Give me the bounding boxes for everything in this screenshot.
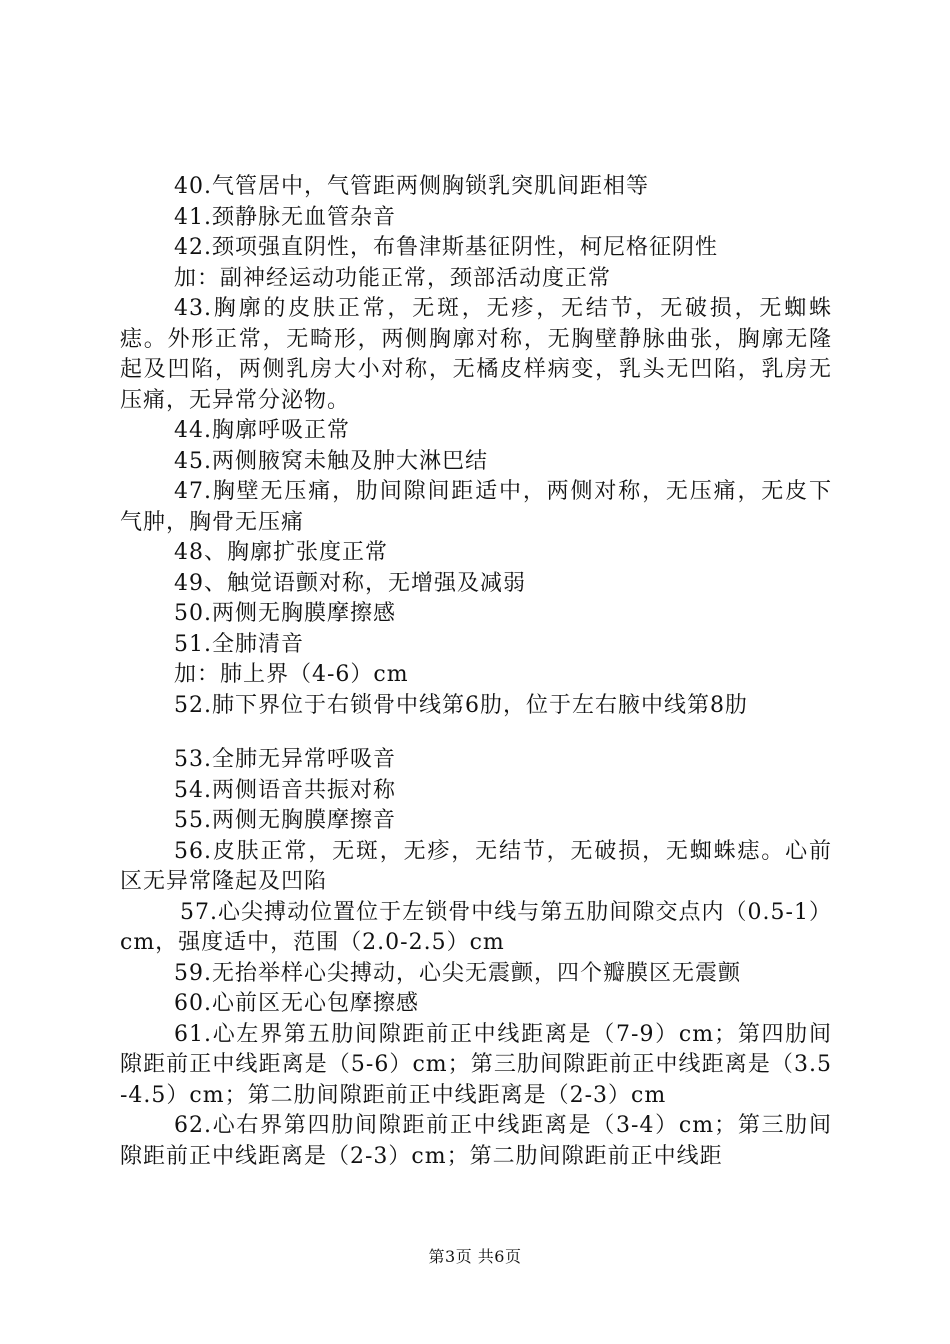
paragraph-addendum-lung: 加：肺上界（4-6）cm xyxy=(174,662,409,687)
paragraph-addendum-neck: 加：副神经运动功能正常，颈部活动度正常 xyxy=(174,265,612,291)
paragraph-54: 54.两侧语音共振对称 xyxy=(174,777,396,803)
paragraph-60: 60.心前区无心包摩擦感 xyxy=(174,991,419,1016)
page-number-footer: 第3页 共6页 xyxy=(428,1247,522,1266)
paragraph-56: 56.皮肤正常，无斑，无疹，无结节，无破损，无蜘蛛痣。心前区无异常隆起及凹陷 xyxy=(120,838,832,894)
paragraph-57: 57.心尖搏动位置位于左锁骨中线与第五肋间隙交点内（0.5-1）cm，强度适中，范围（2.0-2.5）cm xyxy=(120,899,832,955)
paragraph-45: 45.两侧腋窝未触及肿大淋巴结 xyxy=(174,448,488,474)
paragraph-47: 47.胸壁无压痛，肋间隙间距适中，两侧对称，无压痛，无皮下气肿，胸骨无压痛 xyxy=(120,479,832,535)
paragraph-51: 51.全肺清音 xyxy=(174,631,304,657)
paragraph-48: 48、胸廓扩张度正常 xyxy=(174,540,388,565)
paragraph-41: 41.颈静脉无血管杂音 xyxy=(174,204,396,230)
paragraph-40: 40.气管居中，气管距两侧胸锁乳突肌间距相等 xyxy=(174,174,649,199)
paragraph-42: 42.颈项强直阴性，布鲁津斯基征阴性，柯尼格征阴性 xyxy=(174,235,718,260)
paragraph-61: 61.心左界第五肋间隙距前正中线距离是（7-9）cm；第四肋间隙距前正中线距离是（5-6）cm；第三肋间隙距前正中线距离是（3.5-4.5）cm；第二肋间隙距前正中线距离是（2-3）cm xyxy=(120,1021,832,1108)
paragraph-59: 59.无抬举样心尖搏动，心尖无震颤，四个瓣膜区无震颤 xyxy=(174,960,741,986)
paragraph-49: 49、触觉语颤对称，无增强及减弱 xyxy=(174,570,526,596)
paragraph-55: 55.两侧无胸膜摩擦音 xyxy=(174,808,396,833)
paragraph-53: 53.全肺无异常呼吸音 xyxy=(174,747,396,772)
paragraph-43: 43.胸廓的皮肤正常，无斑，无疹，无结节，无破损，无蜘蛛痣。外形正常，无畸形，两侧胸廓对称，无胸壁静脉曲张，胸廓无隆起及凹陷，两侧乳房大小对称，无橘皮样病变，乳头无凹陷，乳房无压痛，无异常分泌物。 xyxy=(120,296,832,413)
paragraph-44: 44.胸廓呼吸正常 xyxy=(174,418,350,443)
paragraph-62: 62.心右界第四肋间隙距前正中线距离是（3-4）cm；第三肋间隙距前正中线距离是（2-3）cm；第二肋间隙距前正中线距 xyxy=(120,1113,832,1169)
blank-line xyxy=(120,721,832,745)
document-body xyxy=(120,172,832,1172)
paragraph-50: 50.两侧无胸膜摩擦感 xyxy=(174,601,396,626)
paragraph-52: 52.肺下界位于右锁骨中线第6肋，位于左右腋中线第8肋 xyxy=(174,692,748,718)
